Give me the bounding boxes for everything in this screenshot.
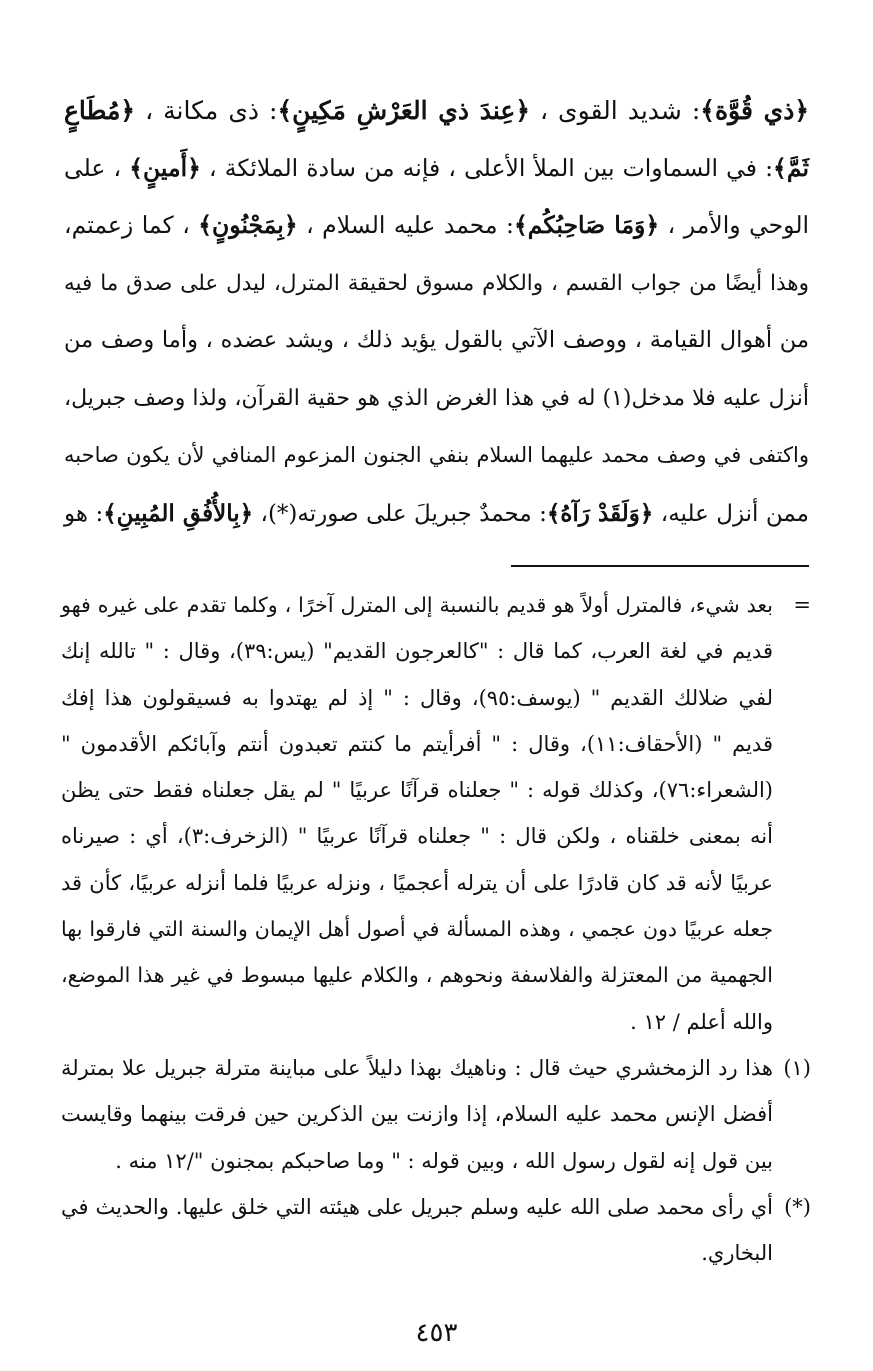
main-text-line (64, 197, 809, 255)
quran-quote: ﴿عِندَ ذي العَرْشِ مَكِينٍ﴾ (277, 96, 530, 125)
footnote-line: أفضل الإنس محمد عليه السلام، إذا وازنت بين الذكرين حين فرقت بينهما وقايست (61, 1102, 773, 1127)
footnote-line: أنه بمعنى خلقناه ، ولكن قال : " جعلناه قرآنًا عربيًا " (الزخرف:٣)، أي : صيرناه (61, 824, 773, 849)
footnote-line: الجهمية من المعتزلة والفلاسفة ونحوهم ، والكلام عليها مبسوط في غير هذا الموضع، (61, 963, 773, 988)
main-text-line (64, 255, 809, 313)
footnote-line: بين قول إنه لقول رسول الله ، وبين قوله : " وما صاحبكم بمجنون "/١٢ منه . (115, 1148, 773, 1173)
footnote-line: لفي ضلالك القديم " (يوسف:٩٥)، وقال : " إذ لم يهتدوا به فسيقولون هذا إفك (61, 685, 773, 710)
commentary-text: وهذا أيضًا من جواب القسم ، والكلام مسوق لحقيقة المترل، ليدل على صدق ما فيه (64, 270, 809, 296)
page-number: ٤٥٣ (415, 1318, 458, 1348)
footnote-line: جعله عربيًا دون عجمي ، وهذه المسألة في أصول أهل الإيمان والسنة التي فارقوا بها (61, 917, 773, 942)
commentary-text: : محمدٌ جبريلَ على صورته(*)، (253, 500, 547, 527)
footnote-marker: = (793, 593, 811, 617)
commentary-text: من أهوال القيامة ، ووصف الآتي بالقول يؤيد ذلك ، ويشد عضده ، وأما وصف من (64, 327, 809, 353)
commentary-text: واكتفى في وصف محمد عليهما السلام بنفي الجنون المزعوم المنافي لأن يكون صاحبه (64, 443, 809, 467)
main-text-line (64, 312, 809, 370)
quran-quote: ﴿بِالأُفُقِ المُبِينِ﴾ (103, 499, 254, 527)
footnote (61, 1184, 811, 1277)
main-text-line (64, 370, 809, 428)
commentary-text: ممن أنزل عليه، (653, 500, 809, 527)
quran-quote: ﴿مُطَاعٍ (64, 96, 136, 125)
footnote-marker: (*) (784, 1194, 811, 1219)
footnote-line: عربيًا لأنه قد كان قادرًا على أن يترله أعجميًا ، ونزله عربيًا فلما أنزله عربيًا، كأن قد (61, 870, 773, 895)
commentary-text: ، على (64, 153, 130, 182)
quran-quote: ﴿وَلَقَدْ رَآهُ﴾ (546, 499, 654, 527)
quran-quote: ﴿وَمَا صَاحِبُكُم﴾ (513, 211, 660, 239)
footnotes-section (61, 582, 811, 1276)
commentary-text: : محمد عليه السلام ، (297, 211, 514, 239)
footnote-line: قديم في لغة العرب، كما قال : "كالعرجون القديم" (يس:٣٩)، وقال : " تالله إنك (61, 639, 773, 664)
footnote-line: هذا رد الزمخشري حيث قال : وناهيك بهذا دليلاً على مباينة مترلة جبريل علا بمترلة (61, 1055, 773, 1080)
main-text-line (64, 140, 809, 198)
commentary-text: الوحي والأمر ، (659, 211, 810, 239)
footnote (61, 582, 811, 1045)
commentary-text: أنزل عليه فلا مدخل(١) له في هذا الغرض الذي هو حقية القرآن، ولذا وصف جبريل، (64, 385, 809, 411)
main-text-line (64, 427, 809, 485)
quran-quote: ﴿أَمينٍ﴾ (129, 153, 201, 182)
footnote-separator (511, 565, 809, 567)
main-body-text (64, 82, 809, 542)
footnote-line: بعد شيء، فالمترل أولاً هو قديم بالنسبة إلى المترل آخرًا ، وكلما تقدم على غيره فهو (61, 593, 773, 617)
commentary-text: : في السماوات بين الملأ الأعلى ، فإنه من سادة الملائكة ، (200, 153, 774, 182)
commentary-text: : ذى مكانة ، (135, 96, 278, 125)
footnote-line: قديم " (الأحقاف:١١)، وقال : " أفرأيتم ما كنتم تعبدون أنتم وآبائكم الأقدمون " (61, 731, 773, 756)
main-text-line (64, 82, 809, 140)
footnote-line: والله أعلم / ١٢ . (630, 1009, 773, 1034)
commentary-text: : شديد القوى ، (529, 96, 701, 125)
footnote-line: أي رأى محمد صلى الله عليه وسلم جبريل على هيئته التي خلق عليها. والحديث في (61, 1194, 773, 1219)
footnote (61, 1045, 811, 1184)
quran-quote: ﴿ذي قُوَّة﴾ (700, 96, 810, 125)
commentary-text: : هو (64, 500, 104, 527)
footnote-line: (الشعراء:٧٦)، وكذلك قوله : " جعلناه قرآنًا عربيًا " لم يقل جعلناه فقط حتى يظن (61, 778, 773, 803)
footnote-line: البخاري. (701, 1241, 773, 1266)
quran-quote: ﴿بِمَجْنُونٍ﴾ (198, 211, 298, 239)
quran-quote: ثَمَّ﴾ (773, 153, 809, 182)
commentary-text: ، كما زعمتم، (64, 211, 199, 239)
main-text-line (64, 485, 809, 543)
footnote-marker: (١) (783, 1055, 811, 1080)
